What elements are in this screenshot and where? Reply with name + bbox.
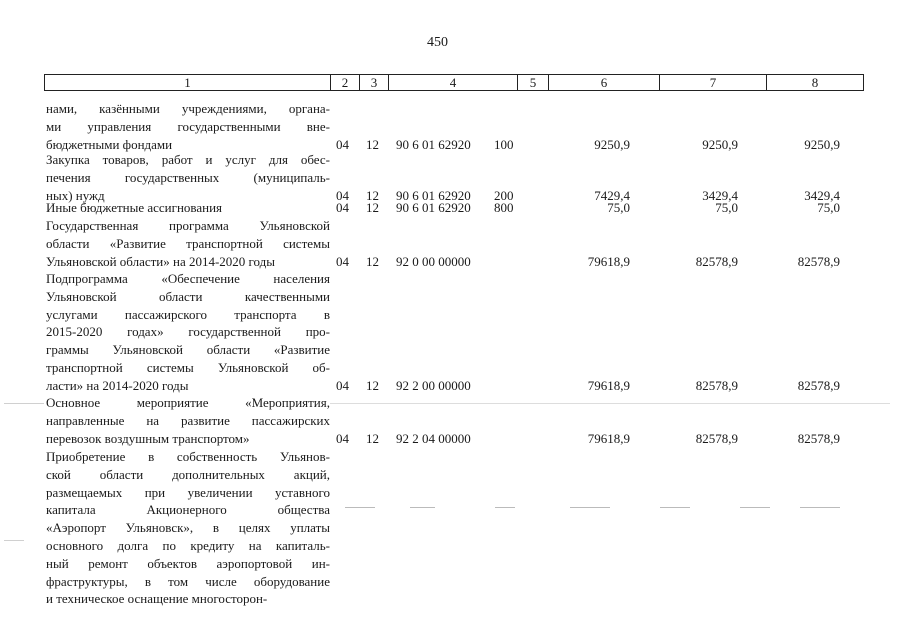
scan-artifact-line <box>410 507 435 508</box>
row-description <box>46 448 330 608</box>
subsection-code: 12 <box>366 253 379 269</box>
target-article-code: 92 2 00 00000 <box>396 377 471 393</box>
expense-type-code: 800 <box>494 200 514 215</box>
section-code: 04 <box>336 377 349 393</box>
description-line: услугами пассажирского транспорта в <box>46 306 330 322</box>
row-values <box>0 253 905 271</box>
column-number-3: 3 <box>360 75 389 91</box>
column-number-6: 6 <box>549 75 660 91</box>
row-values <box>0 430 905 448</box>
amount-column-7: 9250,9 <box>702 136 738 152</box>
description-line: ный ремонт объектов аэропортовой ин- <box>46 555 330 571</box>
description-line: ласти» на 2014-2020 годы <box>46 377 189 393</box>
scan-artifact-line <box>330 403 890 404</box>
amount-column-7: 82578,9 <box>695 253 738 269</box>
scan-artifact-line <box>740 507 770 508</box>
row-values <box>0 199 905 217</box>
column-number-5: 5 <box>518 75 549 91</box>
subsection-code: 12 <box>366 430 379 446</box>
scan-artifact-line <box>570 507 610 508</box>
description-line: фраструктуры, в том числе оборудование <box>46 573 330 589</box>
description-line: Ульяновской области качественными <box>46 288 330 304</box>
description-line: ми управления государственными вне- <box>46 118 330 134</box>
scan-artifact-line <box>4 540 24 541</box>
amount-column-8: 3429,4 <box>804 187 840 203</box>
target-article-code: 90 6 01 62920 <box>396 136 471 152</box>
amount-column-6: 79618,9 <box>587 430 630 446</box>
amount-column-6: 7429,4 <box>594 187 630 203</box>
amount-column-6: 79618,9 <box>587 253 630 269</box>
section-code: 04 <box>336 187 349 203</box>
target-article-code: 92 2 04 00000 <box>396 430 471 446</box>
description-line: печения государственных (муниципаль- <box>46 169 330 185</box>
expense-type-code: 100 <box>494 136 514 152</box>
column-number-8: 8 <box>767 75 864 91</box>
page-number: 450 <box>427 35 448 50</box>
amount-column-7: 3429,4 <box>702 187 738 203</box>
amount-column-7: 82578,9 <box>695 430 738 446</box>
target-article-code: 90 6 01 62920 <box>396 200 471 215</box>
row-values <box>0 590 905 608</box>
description-line: и техническое оснащение многосторон- <box>46 591 268 607</box>
description-line: «Аэропорт Ульяновск», в целях уплаты <box>46 520 330 536</box>
description-line: граммы Ульяновской области «Развитие <box>46 342 330 358</box>
amount-column-8: 75,0 <box>817 200 840 215</box>
description-line: ных) нужд <box>46 187 105 203</box>
section-code: 04 <box>336 253 349 269</box>
description-line: области «Развитие транспортной системы <box>46 235 330 251</box>
amount-column-6: 9250,9 <box>594 136 630 152</box>
row-values <box>0 377 905 395</box>
description-line: размещаемых при увеличении уставного <box>46 484 330 500</box>
target-article-code: 92 0 00 00000 <box>396 253 471 269</box>
amount-column-7: 82578,9 <box>695 377 738 393</box>
scan-artifact-line <box>4 403 44 404</box>
amount-column-8: 82578,9 <box>797 377 840 393</box>
column-number-4: 4 <box>389 75 518 91</box>
section-code: 04 <box>336 136 349 152</box>
amount-column-6: 75,0 <box>607 200 630 215</box>
description-line: нами, казёнными учреждениями, органа- <box>46 101 330 116</box>
description-line: направленные на развитие пассажирских <box>46 412 330 428</box>
scan-artifact-line <box>800 507 840 508</box>
scan-artifact-line <box>495 507 515 508</box>
description-line: 2015-2020 годах» государственной про- <box>46 324 330 340</box>
description-line: основного долга по кредиту на капиталь- <box>46 537 330 553</box>
description-line: ской области дополнительных акций, <box>46 466 330 482</box>
amount-column-8: 9250,9 <box>804 136 840 152</box>
subsection-code: 12 <box>366 187 379 203</box>
column-number-1: 1 <box>45 75 331 91</box>
description-line: бюджетными фондами <box>46 136 173 152</box>
amount-column-7: 75,0 <box>715 200 738 215</box>
description-line: Иные бюджетные ассигнования <box>46 200 223 215</box>
amount-column-8: 82578,9 <box>797 430 840 446</box>
description-line: Приобретение в собственность Ульянов- <box>46 449 330 464</box>
column-number-7: 7 <box>660 75 767 91</box>
amount-column-6: 79618,9 <box>587 377 630 393</box>
description-line: капитала Акционерного общества <box>46 502 330 518</box>
description-line: Государственная программа Ульяновской <box>46 218 330 233</box>
description-line: Основное мероприятие «Мероприятия, <box>46 395 330 410</box>
scan-artifact-line <box>660 507 690 508</box>
expense-type-code: 200 <box>494 187 514 203</box>
description-line: перевозок воздушным транспортом» <box>46 430 250 446</box>
description-line: транспортной системы Ульяновской об- <box>46 359 330 375</box>
section-code: 04 <box>336 200 349 215</box>
section-code: 04 <box>336 430 349 446</box>
column-number-2: 2 <box>331 75 360 91</box>
description-line: Ульяновской области» на 2014-2020 годы <box>46 253 276 269</box>
description-line: Закупка товаров, работ и услуг для обес- <box>46 152 330 167</box>
subsection-code: 12 <box>366 136 379 152</box>
scan-artifact-line <box>345 507 375 508</box>
amount-column-8: 82578,9 <box>797 253 840 269</box>
subsection-code: 12 <box>366 200 379 215</box>
target-article-code: 90 6 01 62920 <box>396 187 471 203</box>
subsection-code: 12 <box>366 377 379 393</box>
description-line: Подпрограмма «Обеспечение населения <box>46 271 330 286</box>
